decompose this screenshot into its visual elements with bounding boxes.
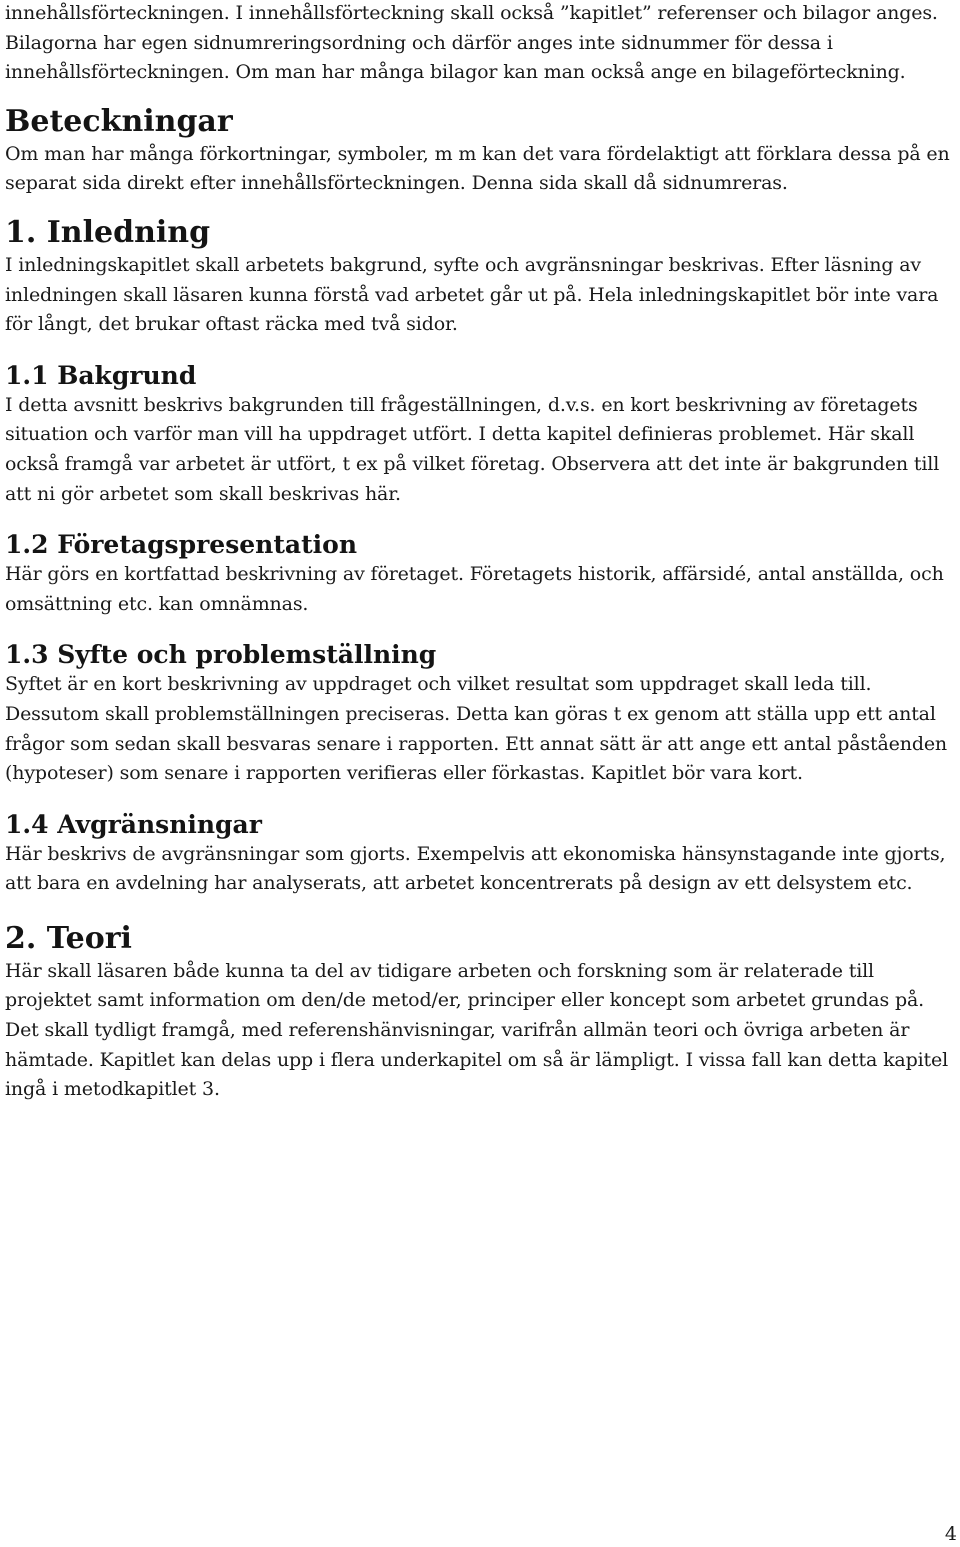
section-teori xyxy=(5,921,957,1105)
section-body: Här görs en kortfattad beskrivning av företaget. Företagets historik, affärsidé, antal anställda, och omsättning etc. kan omnämnas. xyxy=(5,563,944,615)
section-heading: 2. Teori xyxy=(5,920,132,956)
section-body: Här beskrivs de avgränsningar som gjorts. Exempelvis att ekonomiska hänsynstagande inte gjorts, att bara en avdelning har analyserats, att arbetet koncentrerats på design av ett delsystem etc. xyxy=(5,842,946,895)
subsection-heading: 1.2 Företagspresentation xyxy=(5,530,357,560)
section-syfte xyxy=(5,640,957,788)
subsection-heading: 1.4 Avgränsningar xyxy=(5,809,262,839)
subsection-heading: 1.3 Syfte och problemställning xyxy=(5,640,437,670)
section-inledning xyxy=(5,215,957,340)
page-number: 4 xyxy=(944,1523,957,1545)
section-heading: 1. Inledning xyxy=(5,214,211,250)
section-body: Syftet är en kort beskrivning av uppdraget och vilket resultat som uppdraget skall leda till. Dessutom skall problemställningen preciseras. Detta kan göras t ex genom att ställa upp ett antal frågor som sedan skall besvaras senare i rapporten. Ett annat sätt är att ange ett antal påståenden (hypoteser) som senare i rapporten verifieras eller förkastas. Kapitlet bör vara kort. xyxy=(5,673,948,785)
section-body: I detta avsnitt beskrivs bakgrunden till frågeställningen, d.v.s. en kort beskrivning av företagets situation och varför man vill ha uppdraget utfört. I detta kapitel definieras problemet. Här skall också framgå var arbetet är utfört, t ex på vilket företag. Observera att det inte är bakgrunden till att ni gör arbetet som skall beskrivas här. xyxy=(5,393,940,505)
section-body: Om man har många förkortningar, symboler, m m kan det vara fördelaktigt att förklara dessa på en separat sida direkt efter innehållsförteckningen. Denna sida skall då sidnumreras. xyxy=(5,142,950,195)
section-body: I inledningskapitlet skall arbetets bakgrund, syfte och avgränsningar beskrivas. Efter läsning av inledningen skall läsaren kunna förstå vad arbetet går ut på. Hela inledningskapitlet bör inte vara för långt, det brukar oftast räcka med två sidor. xyxy=(5,253,939,336)
section-heading: Beteckningar xyxy=(5,103,233,139)
section-foretagspresentation xyxy=(5,530,957,619)
intro-paragraph: innehållsförteckningen. I innehållsförteckning skall också ”kapitlet” referenser och bilagor anges. Bilagorna har egen sidnumreringsordning och därför anges inte sidnummer för dessa i innehållsförteckningen. Om man har många bilagor kan man också ange en bilageförteckning. xyxy=(5,2,938,84)
document-page xyxy=(5,0,957,1105)
section-bakgrund xyxy=(5,361,957,509)
section-beteckningar xyxy=(5,104,957,199)
section-body: Här skall läsaren både kunna ta del av tidigare arbeten och forskning som är relaterade till projektet samt information om den/de metod/er, principer eller koncept som arbetet grundas på. Det skall tydligt framgå, med referenshänvisningar, varifrån allmän teori och övriga arbeten är hämtade. Kapitlet kan delas upp i flera underkapitel om så är lämpligt. I vissa fall kan detta kapitel ingå i metodkapitlet 3. xyxy=(5,959,949,1101)
subsection-heading: 1.1 Bakgrund xyxy=(5,360,197,390)
section-avgransningar xyxy=(5,810,957,899)
